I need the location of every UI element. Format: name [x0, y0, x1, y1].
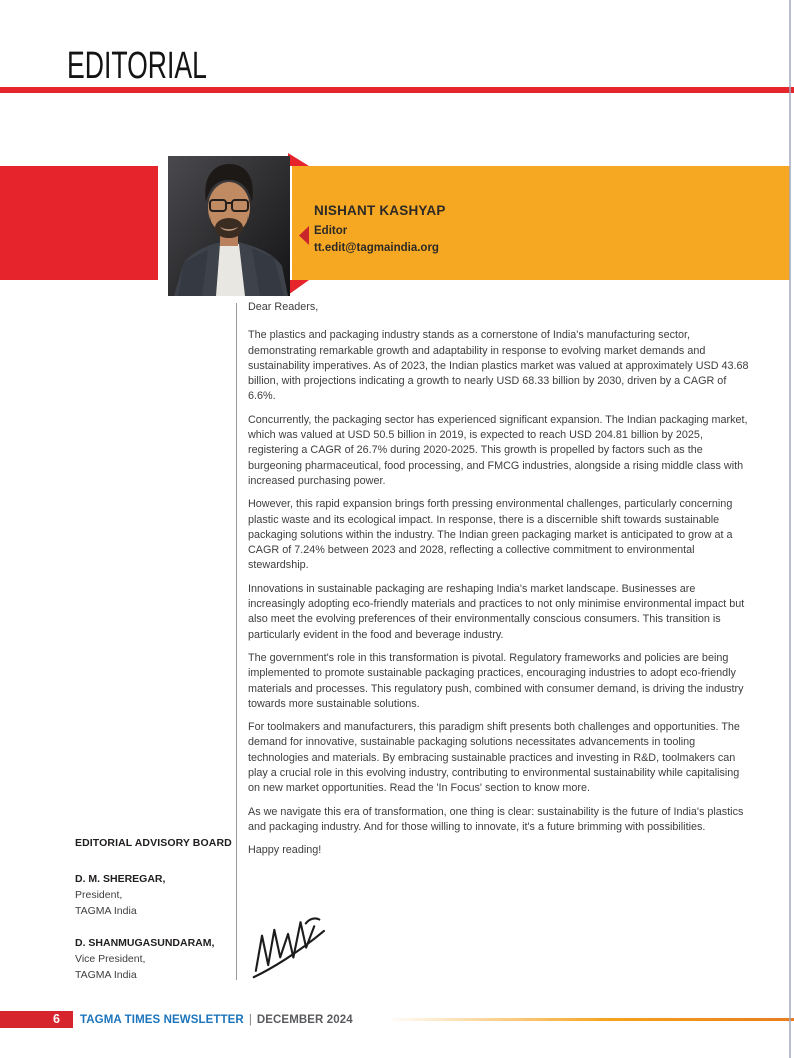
paragraph-1: The plastics and packaging industry stands as a cornerstone of India's manufacturing sector, demonstrating remarkable growth and adaptability in response to evolving market demands and sustainability imperatives. As of 2023, the Indian plastics market was valued at approximately USD 43.68 billion, with projections indicating a growth to nearly USD 68.33 billion by 2030, driven by a CAGR of 6.6%. [248, 329, 749, 403]
board-member-1 [75, 871, 235, 919]
paragraph-7: As we navigate this era of transformation, one thing is clear: sustainability is the future of India's plastics and packaging industry. And for those willing to innovate, it's a future brimming with possibilities. [248, 805, 744, 833]
editor-photo [168, 156, 290, 296]
member-name: D. M. SHEREGAR, [75, 873, 166, 885]
member-title: Vice President, [75, 953, 146, 965]
advisory-board-heading: EDITORIAL ADVISORY BOARD [75, 837, 232, 849]
member-org: TAGMA India [75, 969, 137, 981]
editorial-letter [248, 300, 749, 867]
member-name: D. SHANMUGASUNDARAM, [75, 937, 215, 949]
paragraph-3: However, this rapid expansion brings forth pressing environmental challenges, particularly concerning plastic waste and its ecological impact. In response, there is a discernible shift towards sustainable packaging solutions within the industry. The Indian green packaging market is anticipated to grow at a CAGR of 7.24% between 2023 and 2028, reflecting a collective commitment to environmental stewardship. [248, 498, 733, 572]
paragraph-4: Innovations in sustainable packaging are reshaping India's market landscape. Businesses are increasingly adopting eco-friendly materials and practices to not only minimise environmental impact but also meet the evolving preferences of their environmentally conscious consumers. This transition is particularly evident in the food and beverage industry. [248, 582, 745, 641]
page-number-badge: 6 [0, 1011, 73, 1028]
header-red-rule [0, 87, 794, 93]
issue-date: DECEMBER 2024 [256, 1013, 353, 1026]
column-divider [236, 303, 237, 980]
footer-gradient-rule [386, 1018, 794, 1021]
paragraph-5: The government's role in this transformation is pivotal. Regulatory frameworks and policies are being implemented to promote sustainable packaging practices, encouraging industries to adopt eco-friendly materials and processes. This regulatory push, combined with consumer demand, is driving the industry towards more sustainable solutions. [248, 651, 744, 710]
paragraph-2: Concurrently, the packaging sector has experienced significant expansion. The Indian packaging market, which was valued at USD 50.5 billion in 2019, is expected to reach USD 204.81 billion by 2025, registering a CAGR of 26.7% during 2020-2025. This growth is propelled by factors such as the burgeoning pharmaceutical, food processing, and FMCG industries, alongside a rising middle class with increased purchasing power. [248, 413, 748, 487]
paragraph-6: For toolmakers and manufacturers, this paradigm shift presents both challenges and opportunities. The demand for innovative, sustainable packaging solutions necessitates advancements in tooling technologies and materials. By embracing sustainable practices and investing in R&D, toolmakers can play a crucial role in this evolving industry, contributing to environmental sustainability while capitalising on new market opportunities. Read the 'In Focus' section to know more. [248, 721, 740, 795]
editor-email: tt.edit@tagmaindia.org [314, 242, 439, 254]
page-title: EDITORIAL [67, 45, 207, 87]
newsletter-title: TAGMA TIMES NEWSLETTER [80, 1013, 244, 1026]
page-right-edge-line [789, 0, 791, 1058]
banner-arrow-tip-bottom [288, 280, 309, 295]
salutation: Dear Readers, [248, 301, 319, 313]
board-member-2 [75, 935, 235, 983]
banner-arrow-tip-top [288, 153, 309, 166]
footer-meta [80, 1011, 353, 1028]
banner-red-block [0, 166, 158, 280]
editor-name: NISHANT KASHYAP [314, 203, 446, 218]
member-title: President, [75, 889, 123, 901]
footer-separator: | [248, 1013, 252, 1026]
advisory-board [75, 835, 235, 999]
editor-info [314, 203, 446, 254]
member-org: TAGMA India [75, 905, 137, 917]
closing-line: Happy reading! [248, 844, 322, 857]
editor-role: Editor [314, 225, 348, 237]
signature-scribble [249, 916, 329, 980]
